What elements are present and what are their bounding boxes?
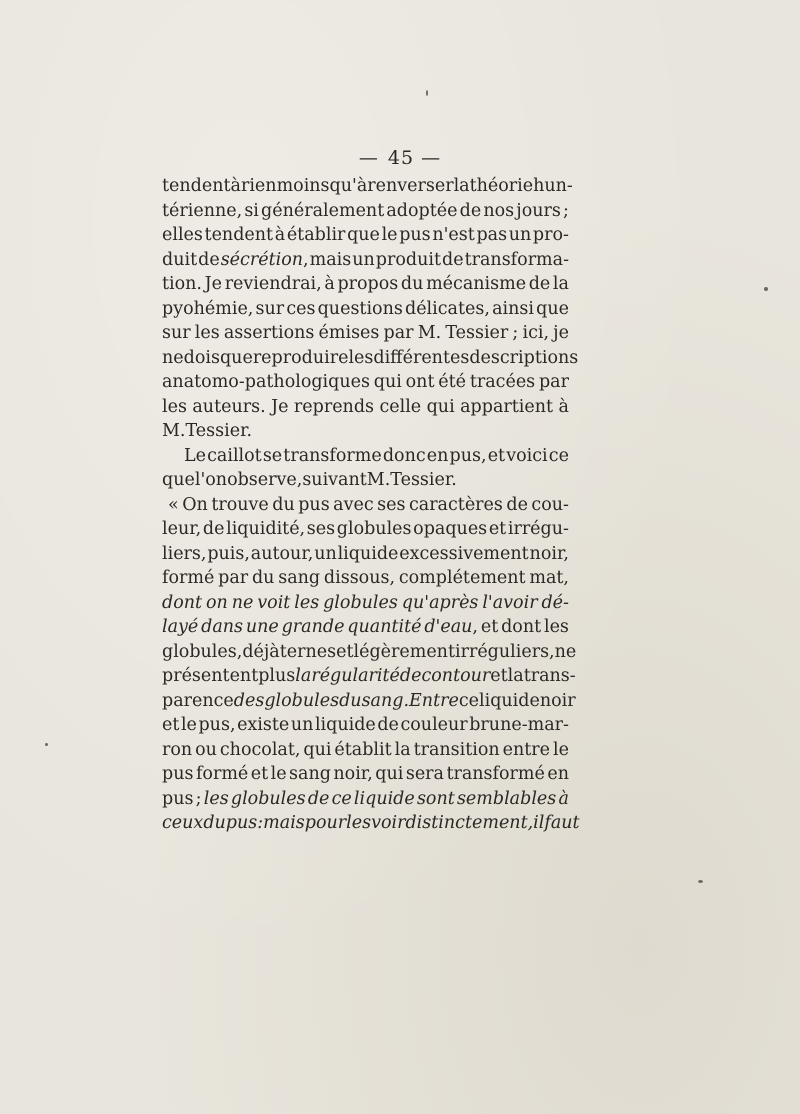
text-word: excessivement (399, 543, 529, 564)
text-word: voir (371, 813, 406, 833)
text-word: et (487, 445, 506, 466)
text-word: caractères (408, 494, 503, 515)
text-word: puis, (207, 543, 250, 564)
text-word: ce (331, 788, 352, 809)
text-word: les (162, 396, 187, 417)
text-word: avec (333, 494, 374, 515)
text-word: descriptions (469, 347, 579, 368)
text-word: par (218, 568, 249, 588)
text-word: n'est (432, 225, 475, 245)
text-word: opaques (413, 519, 488, 539)
text-line (162, 713, 569, 738)
text-word: entre (502, 739, 551, 760)
text-line (162, 419, 569, 444)
text-word: à (230, 176, 241, 196)
text-line (162, 297, 569, 322)
text-word: de (459, 200, 482, 221)
text-word: nos (483, 200, 515, 221)
text-word: un (352, 249, 375, 270)
text-word: ce (548, 445, 569, 466)
text-word: le (270, 764, 287, 784)
text-word: dans (201, 617, 244, 637)
text-word: M. (417, 323, 442, 343)
text-word: et (250, 764, 269, 784)
text-word: trans- (523, 666, 576, 686)
text-word: dissous, (323, 568, 396, 588)
text-line (162, 566, 569, 591)
text-word: liquide (314, 715, 376, 735)
text-word: Tessier. (185, 421, 253, 441)
text-word: On (182, 494, 208, 515)
text-word: pro- (532, 225, 569, 245)
text-word: pus (225, 813, 258, 833)
text-word: généralement (261, 200, 385, 221)
text-word: elles (162, 225, 203, 245)
text-word: parence (162, 690, 234, 711)
paper-speck (426, 90, 428, 96)
text-line (162, 615, 569, 640)
text-word: du (400, 274, 424, 294)
text-word: tendent (162, 176, 231, 196)
text-word: ses (306, 519, 336, 539)
text-word: un (508, 225, 532, 245)
text-word: l'on (194, 470, 228, 490)
text-word: tion. (162, 274, 202, 294)
text-word: reproduire (252, 347, 349, 368)
text-word: noir, (333, 764, 373, 784)
text-word: une (245, 617, 279, 637)
text-word: les (543, 617, 569, 637)
text-word: dois (183, 347, 220, 368)
text-word: liquide (479, 690, 540, 711)
text-word: déjà (242, 641, 280, 662)
text-word: pus (162, 764, 194, 784)
text-word: anatomo-pathologiques (162, 372, 370, 392)
text-word: Tessier (445, 323, 509, 343)
text-word: globules (230, 788, 306, 809)
text-word: émises (318, 323, 380, 343)
body-text (162, 174, 580, 836)
text-word: plus (258, 666, 296, 686)
page-number: 45 (387, 147, 415, 169)
text-word: les (294, 592, 320, 613)
text-word: grande (281, 617, 345, 637)
text-word: ron (162, 739, 193, 760)
text-word: théorie (469, 176, 534, 196)
text-word: complétement (398, 568, 526, 588)
text-word: établir (286, 225, 346, 245)
text-word: à (558, 396, 569, 417)
paper-speck (698, 880, 703, 883)
text-word: cou- (531, 494, 569, 515)
text-word: irréguliers, (455, 641, 555, 662)
text-word: formé (162, 568, 215, 588)
text-word: transformé (446, 764, 545, 784)
text-word: liquide (337, 543, 399, 564)
text-word: mais (263, 813, 305, 833)
text-line (162, 248, 569, 273)
text-line (162, 762, 569, 787)
text-word: il (533, 813, 545, 833)
text-word: renverser (367, 176, 454, 196)
text-word: caillot (207, 445, 262, 466)
text-word: pus, (449, 445, 487, 466)
text-word: et (488, 519, 507, 539)
text-line (162, 787, 569, 812)
text-line (162, 493, 569, 518)
text-word: trouve (211, 494, 269, 515)
text-word: pas (476, 225, 508, 245)
text-word: du (251, 568, 275, 588)
text-word: ceux (162, 813, 204, 833)
text-word: globules (323, 592, 398, 613)
text-word: d'eau, (424, 617, 478, 637)
text-word: faut (544, 813, 580, 833)
page-header (0, 147, 800, 169)
text-word: à (324, 274, 335, 294)
text-word: M. (366, 470, 391, 490)
text-word: ternes (279, 641, 337, 662)
text-word: Le (184, 445, 206, 466)
text-line (162, 468, 569, 493)
text-word: pus, (198, 715, 236, 735)
text-word: qu'après (401, 592, 479, 613)
text-word: délicates, (405, 298, 490, 319)
text-word: Entre (409, 690, 459, 711)
text-word: si (244, 200, 259, 221)
text-word: suivant (302, 470, 367, 490)
text-word: contour (421, 666, 491, 686)
text-word: noir, (529, 543, 569, 564)
text-word: de (528, 274, 551, 294)
text-word: ne (231, 592, 254, 613)
text-word: pus (399, 225, 431, 245)
text-word: qui (375, 764, 404, 784)
text-word: liquide (353, 788, 415, 809)
text-word: ainsi (492, 298, 534, 319)
text-word: que (536, 298, 569, 319)
text-line (162, 272, 569, 297)
header-dash-right: — (421, 147, 442, 169)
text-word: je (553, 323, 569, 343)
text-line (162, 640, 577, 665)
text-word: l'avoir (482, 592, 538, 613)
text-line (162, 370, 569, 395)
text-word: chocolat, (219, 739, 301, 760)
text-line (162, 444, 569, 469)
text-word: et (480, 617, 499, 637)
text-word: et (162, 715, 180, 735)
text-word: du (203, 813, 226, 833)
text-word: été (438, 372, 467, 392)
text-word: qui (426, 396, 455, 417)
text-word: ces (286, 298, 316, 319)
text-word: ; (563, 200, 569, 221)
text-word: se (262, 445, 283, 466)
text-word: voici (506, 445, 548, 466)
text-word: sécrétion, (220, 249, 309, 270)
text-word: les (203, 788, 229, 809)
text-line (162, 738, 569, 763)
text-word: liquidité, (226, 519, 306, 539)
text-word: sur (255, 298, 285, 319)
text-word: autour, (250, 543, 314, 564)
text-word: dont (162, 592, 203, 613)
text-word: par (538, 372, 569, 392)
text-word: assertions (223, 323, 315, 343)
text-word: globules (264, 690, 340, 711)
text-line (162, 689, 576, 714)
text-word: transition (413, 739, 500, 760)
text-word: ici, (522, 323, 550, 343)
text-word: ou (195, 739, 217, 760)
text-word: que (162, 470, 195, 490)
text-line (162, 223, 569, 248)
text-word: hun- (533, 176, 573, 196)
text-word: la (507, 666, 524, 686)
text-word: que (219, 347, 253, 368)
text-word: propos (337, 274, 399, 294)
text-word: mais (309, 249, 352, 270)
text-line (162, 395, 569, 420)
text-word: qu'à (329, 176, 368, 196)
header-dash-left: — (358, 147, 379, 169)
text-word: de (198, 249, 220, 270)
text-word: reprends (293, 396, 375, 417)
text-word: on (205, 592, 228, 613)
text-word: pus (298, 494, 330, 515)
text-word: « (168, 494, 179, 515)
text-word: questions (317, 298, 403, 319)
text-word: appartient (460, 396, 554, 417)
paper-speck (764, 287, 768, 291)
text-word: sera (405, 764, 444, 784)
text-word: qui (303, 739, 332, 760)
text-word: ses (377, 494, 406, 515)
text-word: du (339, 690, 362, 711)
text-word: de (307, 788, 330, 809)
text-line (162, 664, 576, 689)
text-word: présentent (162, 666, 259, 686)
text-line (162, 591, 569, 616)
text-word: irrégu- (507, 519, 569, 539)
text-word: légèrement (353, 641, 455, 662)
text-word: noir (539, 690, 576, 711)
text-word: sang (289, 764, 331, 784)
text-word: Je (271, 396, 289, 417)
text-word: de (399, 666, 422, 686)
text-word: établit (334, 739, 392, 760)
text-word: la (552, 274, 569, 294)
text-word: M. (162, 421, 186, 441)
text-word: Je (204, 274, 223, 294)
text-word: le (180, 715, 197, 735)
text-word: observe, (227, 470, 303, 490)
text-word: adoptée (386, 200, 458, 221)
text-word: reviendrai, (224, 274, 322, 294)
text-word: donc (382, 445, 426, 466)
text-word: de (377, 715, 399, 735)
text-word: le (381, 225, 398, 245)
text-word: jours (516, 200, 561, 221)
text-word: auteurs. (192, 396, 266, 417)
text-word: par (383, 323, 414, 343)
text-word: duit (162, 249, 198, 270)
text-word: ce (458, 690, 480, 711)
text-word: ; (512, 323, 519, 343)
text-word: pus (162, 788, 194, 809)
text-word: leur, (162, 519, 202, 539)
text-word: un (314, 543, 337, 564)
text-word: de (202, 519, 225, 539)
text-word: ; (195, 788, 202, 809)
text-word: Tessier. (390, 470, 457, 490)
text-word: la (453, 176, 470, 196)
text-word: mécanisme (426, 274, 527, 294)
text-word: rien (240, 176, 277, 196)
text-word: ne (554, 641, 577, 662)
text-word: en (547, 764, 569, 784)
text-line (162, 811, 580, 836)
text-word: un (290, 715, 314, 735)
text-word: existe (237, 715, 290, 735)
text-word: sang. (361, 690, 410, 711)
text-word: pyohémie, (162, 298, 254, 319)
text-word: dont (501, 617, 542, 637)
text-line (162, 542, 569, 567)
text-word: celle (379, 396, 422, 417)
text-line (162, 174, 573, 199)
text-word: ne (162, 347, 184, 368)
text-word: : (257, 813, 264, 833)
text-word: voit (257, 592, 291, 613)
text-word: transforma- (464, 249, 569, 270)
text-word: et (336, 641, 354, 662)
text-word: moins (276, 176, 330, 196)
text-word: les (346, 813, 372, 833)
text-word: layé (162, 617, 199, 637)
text-line (162, 321, 569, 346)
text-word: distinctement, (405, 813, 534, 833)
text-word: sur (162, 323, 191, 343)
text-word: globules (336, 519, 412, 539)
text-line (162, 517, 569, 542)
text-word: semblables (456, 788, 557, 809)
text-word: du (272, 494, 295, 515)
text-word: de (442, 249, 464, 270)
text-word: tracées (469, 372, 536, 392)
text-word: transforme (283, 445, 382, 466)
text-word: différentes (373, 347, 470, 368)
text-word: les (348, 347, 374, 368)
text-word: produit (375, 249, 441, 270)
text-word: formé (195, 764, 249, 784)
text-word: la (295, 666, 312, 686)
text-line (162, 346, 579, 371)
text-word: térienne, (162, 200, 243, 221)
text-word: les (194, 323, 220, 343)
text-word: globules, (162, 641, 243, 662)
text-word: quantité (347, 617, 422, 637)
text-word: la (394, 739, 411, 760)
paper-speck (45, 743, 48, 746)
text-word: dé- (541, 592, 569, 613)
text-word: que (347, 225, 380, 245)
text-word: en (426, 445, 449, 466)
text-word: de (506, 494, 528, 515)
text-word: le (552, 739, 569, 760)
text-line (162, 199, 569, 224)
text-word: mat, (529, 568, 569, 588)
text-word: régularité (311, 666, 400, 686)
text-word: pour (304, 813, 347, 833)
text-word: qui (373, 372, 402, 392)
text-word: sont (416, 788, 455, 809)
text-word: à (274, 225, 286, 245)
text-word: à (558, 788, 569, 809)
text-word: brune-mar- (469, 715, 569, 735)
text-word: couleur (400, 715, 468, 735)
text-word: ont (405, 372, 435, 392)
text-word: sang (278, 568, 321, 588)
text-word: et (490, 666, 508, 686)
text-word: des (233, 690, 265, 711)
text-word: liers, (162, 543, 207, 564)
text-word: tendent (204, 225, 274, 245)
